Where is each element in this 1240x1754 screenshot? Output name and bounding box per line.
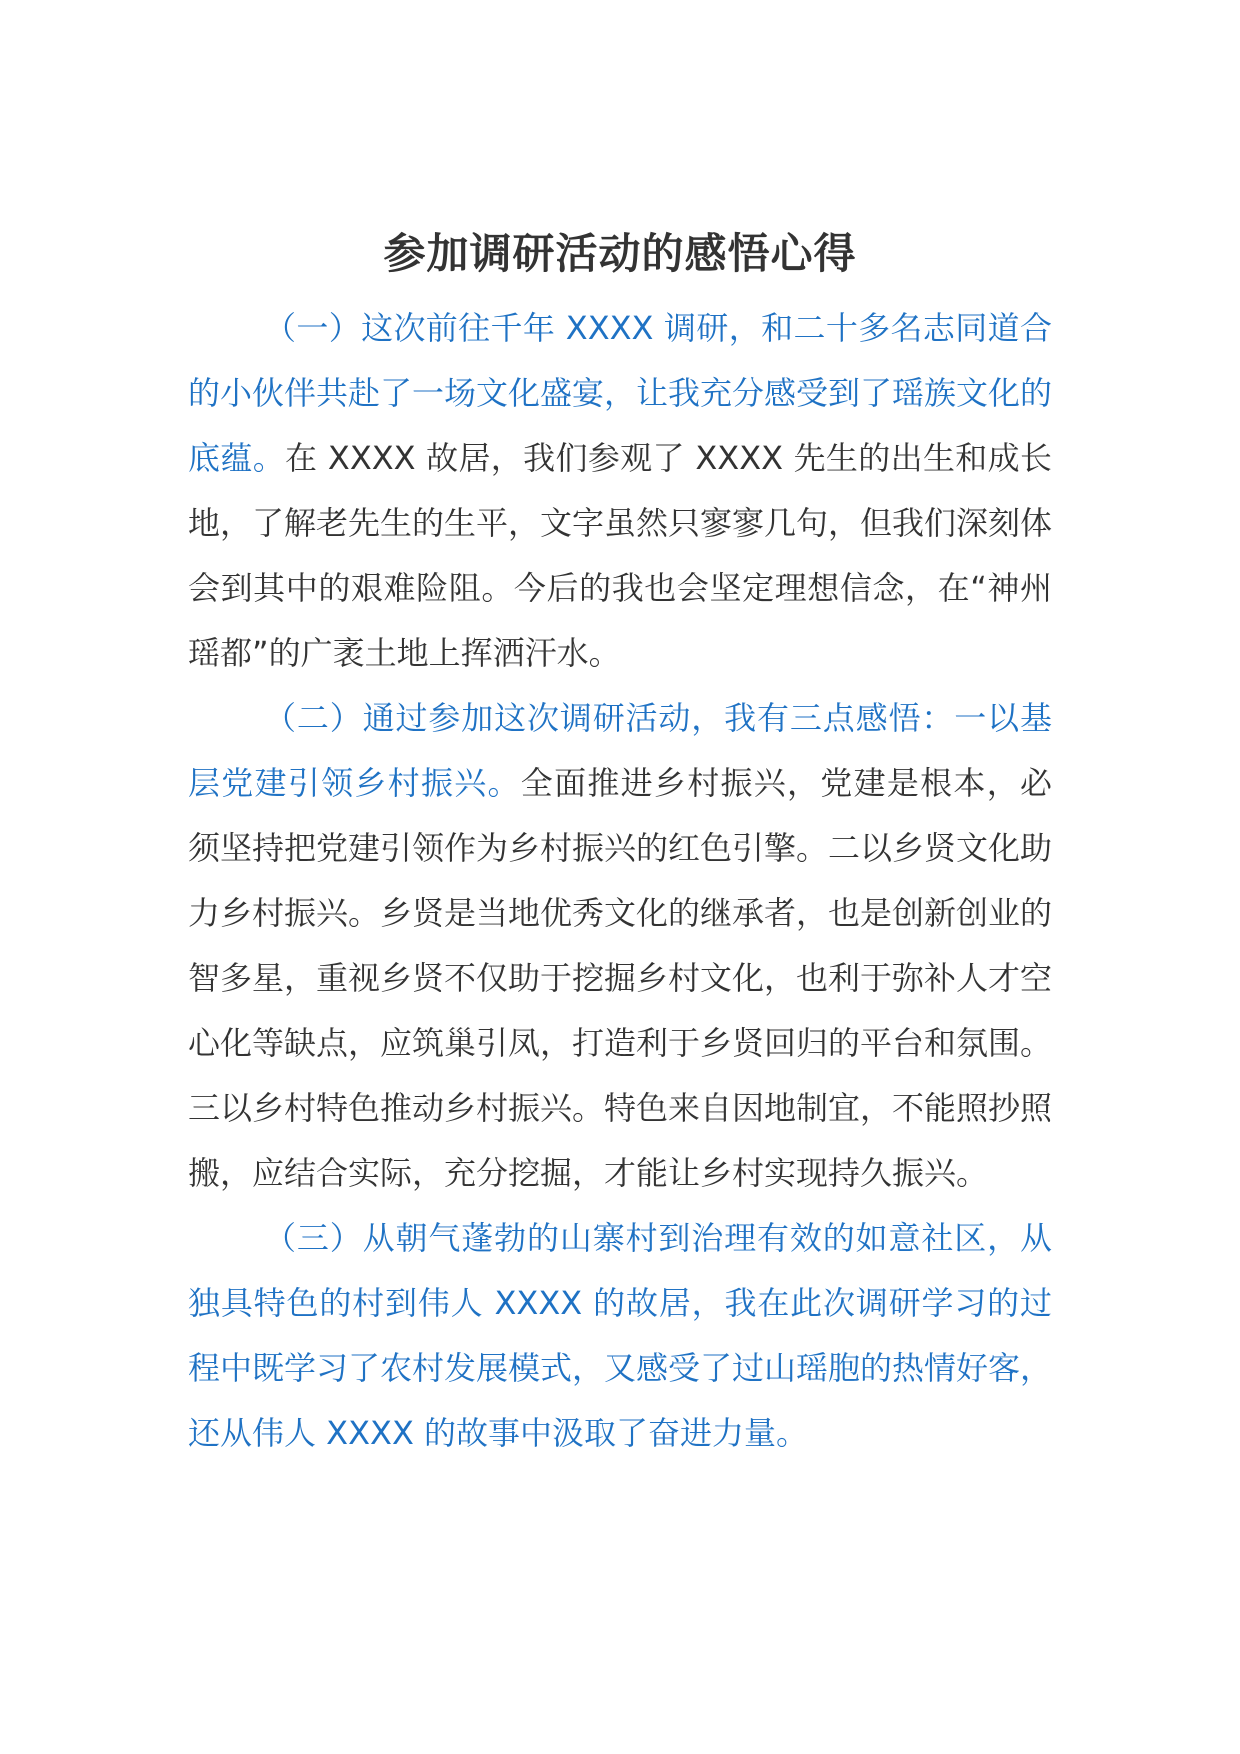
paragraph-2-text: 全面推进乡村振兴，党建是根本，必须坚持把党建引领作为乡村振兴的红色引擎。二以乡贤文化助力乡村振兴。乡贤是当地优秀文化的继承者，也是创新创业的智多星，重视乡贤不仅助于挖掘乡村文化，也利于弥补人才空心化等缺点，应筑巢引凤，打造利于乡贤回归的平台和氛围。三以乡村特色推动乡村振兴。特色来自因地制宜，不能照抄照搬，应结合实际，充分挖掘，才能让乡村实现持久振兴。 bbox=[188, 764, 1053, 1192]
paragraph-1-text: 在 XXXX 故居，我们参观了 XXXX 先生的出生和成长地，了解老先生的生平，文字虽然只寥寥几句，但我们深刻体会到其中的艰难险阻。今后的我也会坚定理想信念，在“神州瑶都”的广袤土地上挥洒汗水。 bbox=[188, 439, 1053, 672]
document-body bbox=[188, 296, 1052, 1466]
paragraph-1 bbox=[188, 296, 1052, 686]
paragraph-2 bbox=[188, 686, 1052, 1206]
document-title: 参加调研活动的感悟心得 bbox=[383, 229, 857, 279]
paragraph-1-highlight: （一）这次前往千年 XXXX 调研，和二十多名志同道合的小伙伴共赴了一场文化盛宴，让我充分感受到了瑶族文化的底蕴。 bbox=[188, 309, 1053, 477]
paragraph-2-highlight: （二）通过参加这次调研活动，我有三点感悟：一以基层党建引领乡村振兴。 bbox=[188, 699, 1052, 802]
paragraph-3-highlight: （三）从朝气蓬勃的山寨村到治理有效的如意社区，从独具特色的村到伟人 XXXX 的故居，我在此次调研学习的过程中既学习了农村发展模式，又感受了过山瑶胞的热情好客，还从伟人 XXXX 的故事中汲取了奋进力量。 bbox=[188, 1219, 1053, 1452]
paragraph-3 bbox=[188, 1206, 1052, 1466]
